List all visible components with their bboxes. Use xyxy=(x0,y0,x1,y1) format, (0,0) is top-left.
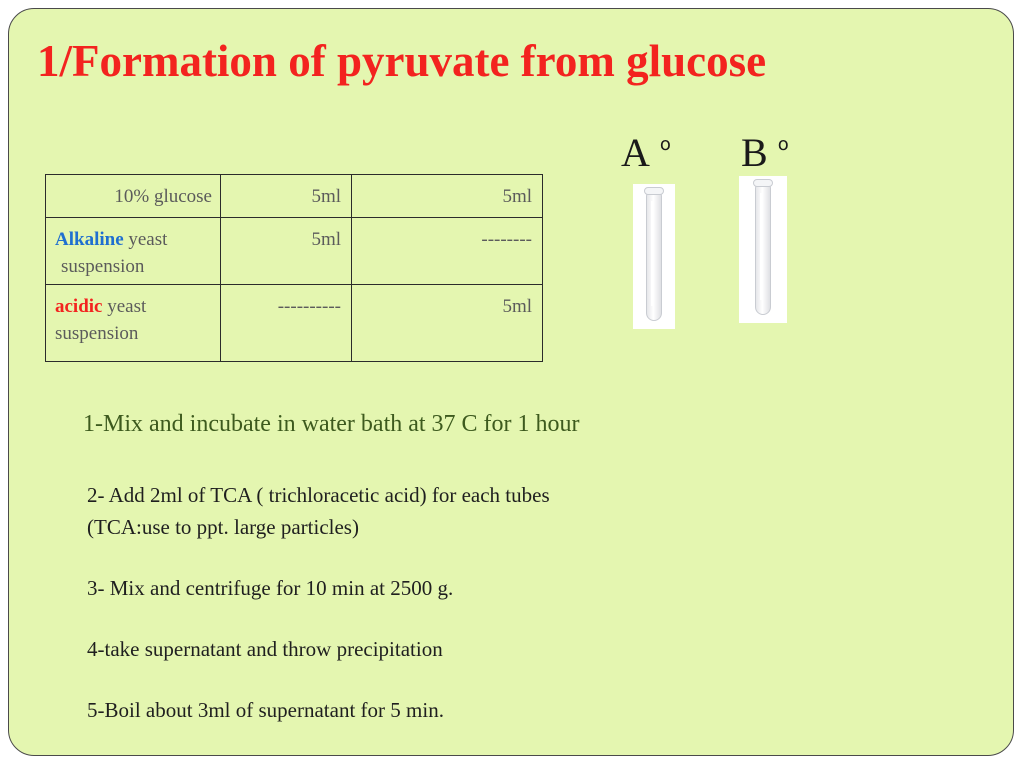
reagent-cell: 10% glucose xyxy=(46,175,221,218)
tube-label-b-letter: B xyxy=(741,130,768,175)
tube-label-b xyxy=(741,129,789,176)
test-tube-icon xyxy=(755,182,771,315)
reagent-rest-line2: suspension xyxy=(55,323,139,344)
slide-title: 1/Formation of pyruvate from glucose xyxy=(37,36,767,86)
reagent-table xyxy=(45,174,543,362)
test-tube-a-image xyxy=(633,184,675,329)
reagent-rest-line2: suspension xyxy=(61,256,145,277)
tube-a-cell: 5ml xyxy=(221,175,352,218)
reagent-rest-line1: yeast xyxy=(123,229,168,250)
table-row xyxy=(46,218,543,285)
test-tube-icon xyxy=(646,190,662,321)
reagent-rest-line1: yeast xyxy=(102,296,147,317)
tube-b-cell: -------- xyxy=(352,218,543,285)
tube-label-b-mark: o xyxy=(777,134,789,155)
alkaline-keyword: Alkaline xyxy=(55,229,124,250)
tube-label-a-letter: A xyxy=(621,130,650,175)
step-4: 4-take supernatant and throw precipitation xyxy=(87,637,443,661)
reagent-cell xyxy=(46,218,221,285)
reagent-cell xyxy=(46,285,221,362)
tube-b-cell: 5ml xyxy=(352,175,543,218)
acidic-keyword: acidic xyxy=(55,296,103,317)
tube-label-a xyxy=(621,129,671,176)
step-1: 1-Mix and incubate in water bath at 37 C for 1 hour xyxy=(83,411,580,437)
table-row xyxy=(46,285,543,362)
table-row xyxy=(46,175,543,218)
test-tube-b-image xyxy=(739,176,787,323)
step-5: 5-Boil about 3ml of supernatant for 5 min. xyxy=(87,698,444,722)
tube-a-cell: ---------- xyxy=(221,285,352,362)
tube-label-a-mark: o xyxy=(659,134,671,155)
tube-a-cell: 5ml xyxy=(221,218,352,285)
slide xyxy=(8,8,1014,756)
tube-b-cell: 5ml xyxy=(352,285,543,362)
step-2: 2- Add 2ml of TCA ( trichloracetic acid) for each tubes (TCA:use to ppt. large particles) xyxy=(87,483,550,539)
step-3: 3- Mix and centrifuge for 10 min at 2500 g. xyxy=(87,576,454,600)
